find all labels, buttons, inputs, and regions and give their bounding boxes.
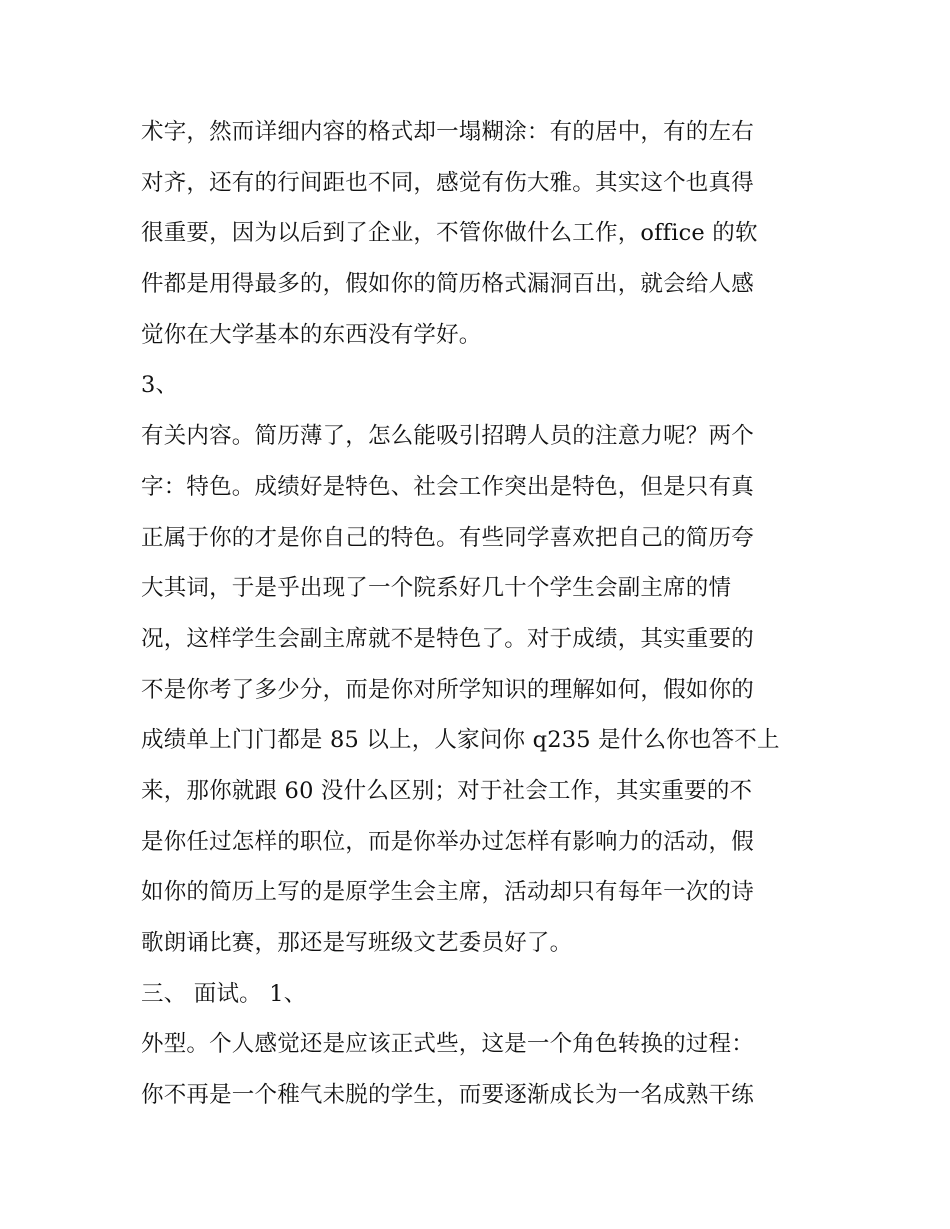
text-line: 很重要，因为以后到了企业，不管你做什么工作，office 的软: [141, 220, 758, 247]
body-text: [141, 107, 816, 1121]
text-line: 对齐，还有的行间距也不同，感觉有伤大雅。其实这个也真得: [141, 169, 754, 196]
text-line: 术字，然而详细内容的格式却一塌糊涂：有的居中，有的左右: [141, 119, 754, 145]
text-line: 觉你在大学基本的东西没有学好。: [141, 321, 482, 348]
text-line: 况，这样学生会副主席就不是特色了。对于成绩，其实重要的: [141, 625, 754, 652]
section-heading: 三、 面试。 1、: [141, 980, 307, 1007]
text-line: 件都是用得最多的，假如你的简历格式漏洞百出，就会给人感: [141, 271, 754, 298]
text-line: 来，那你就跟 60 没什么区别；对于社会工作，其实重要的不: [141, 777, 753, 804]
text-line: 大其词，于是乎出现了一个院系好几十个学生会副主席的情: [141, 575, 732, 602]
text-line: 是你任过怎样的职位，而是你举办过怎样有影响力的活动，假: [141, 828, 754, 855]
text-line: 不是你考了多少分，而是你对所学知识的理解如何，假如你的: [141, 676, 754, 703]
text-line: 字：特色。成绩好是特色、社会工作突出是特色，但是只有真: [141, 473, 754, 500]
text-line: 你不再是一个稚气未脱的学生，而要逐渐成长为一名成熟干练: [141, 1082, 754, 1109]
text-line: 外型。个人感觉还是应该正式些，这是一个角色转换的过程：: [141, 1031, 754, 1058]
text-line: 如你的简历上写的是原学生会主席，活动却只有每年一次的诗: [141, 879, 754, 906]
section-number: 3、: [141, 372, 179, 399]
text-line: 歌朗诵比赛，那还是写班级文艺委员好了。: [141, 930, 573, 956]
text-line: 成绩单上门门都是 85 以上，人家问你 q235 是什么你也答不上: [141, 727, 780, 754]
text-line: 正属于你的才是你自己的特色。有些同学喜欢把自己的简历夸: [141, 524, 754, 551]
text-line: 有关内容。简历薄了，怎么能吸引招聘人员的注意力呢？两个: [141, 423, 754, 450]
